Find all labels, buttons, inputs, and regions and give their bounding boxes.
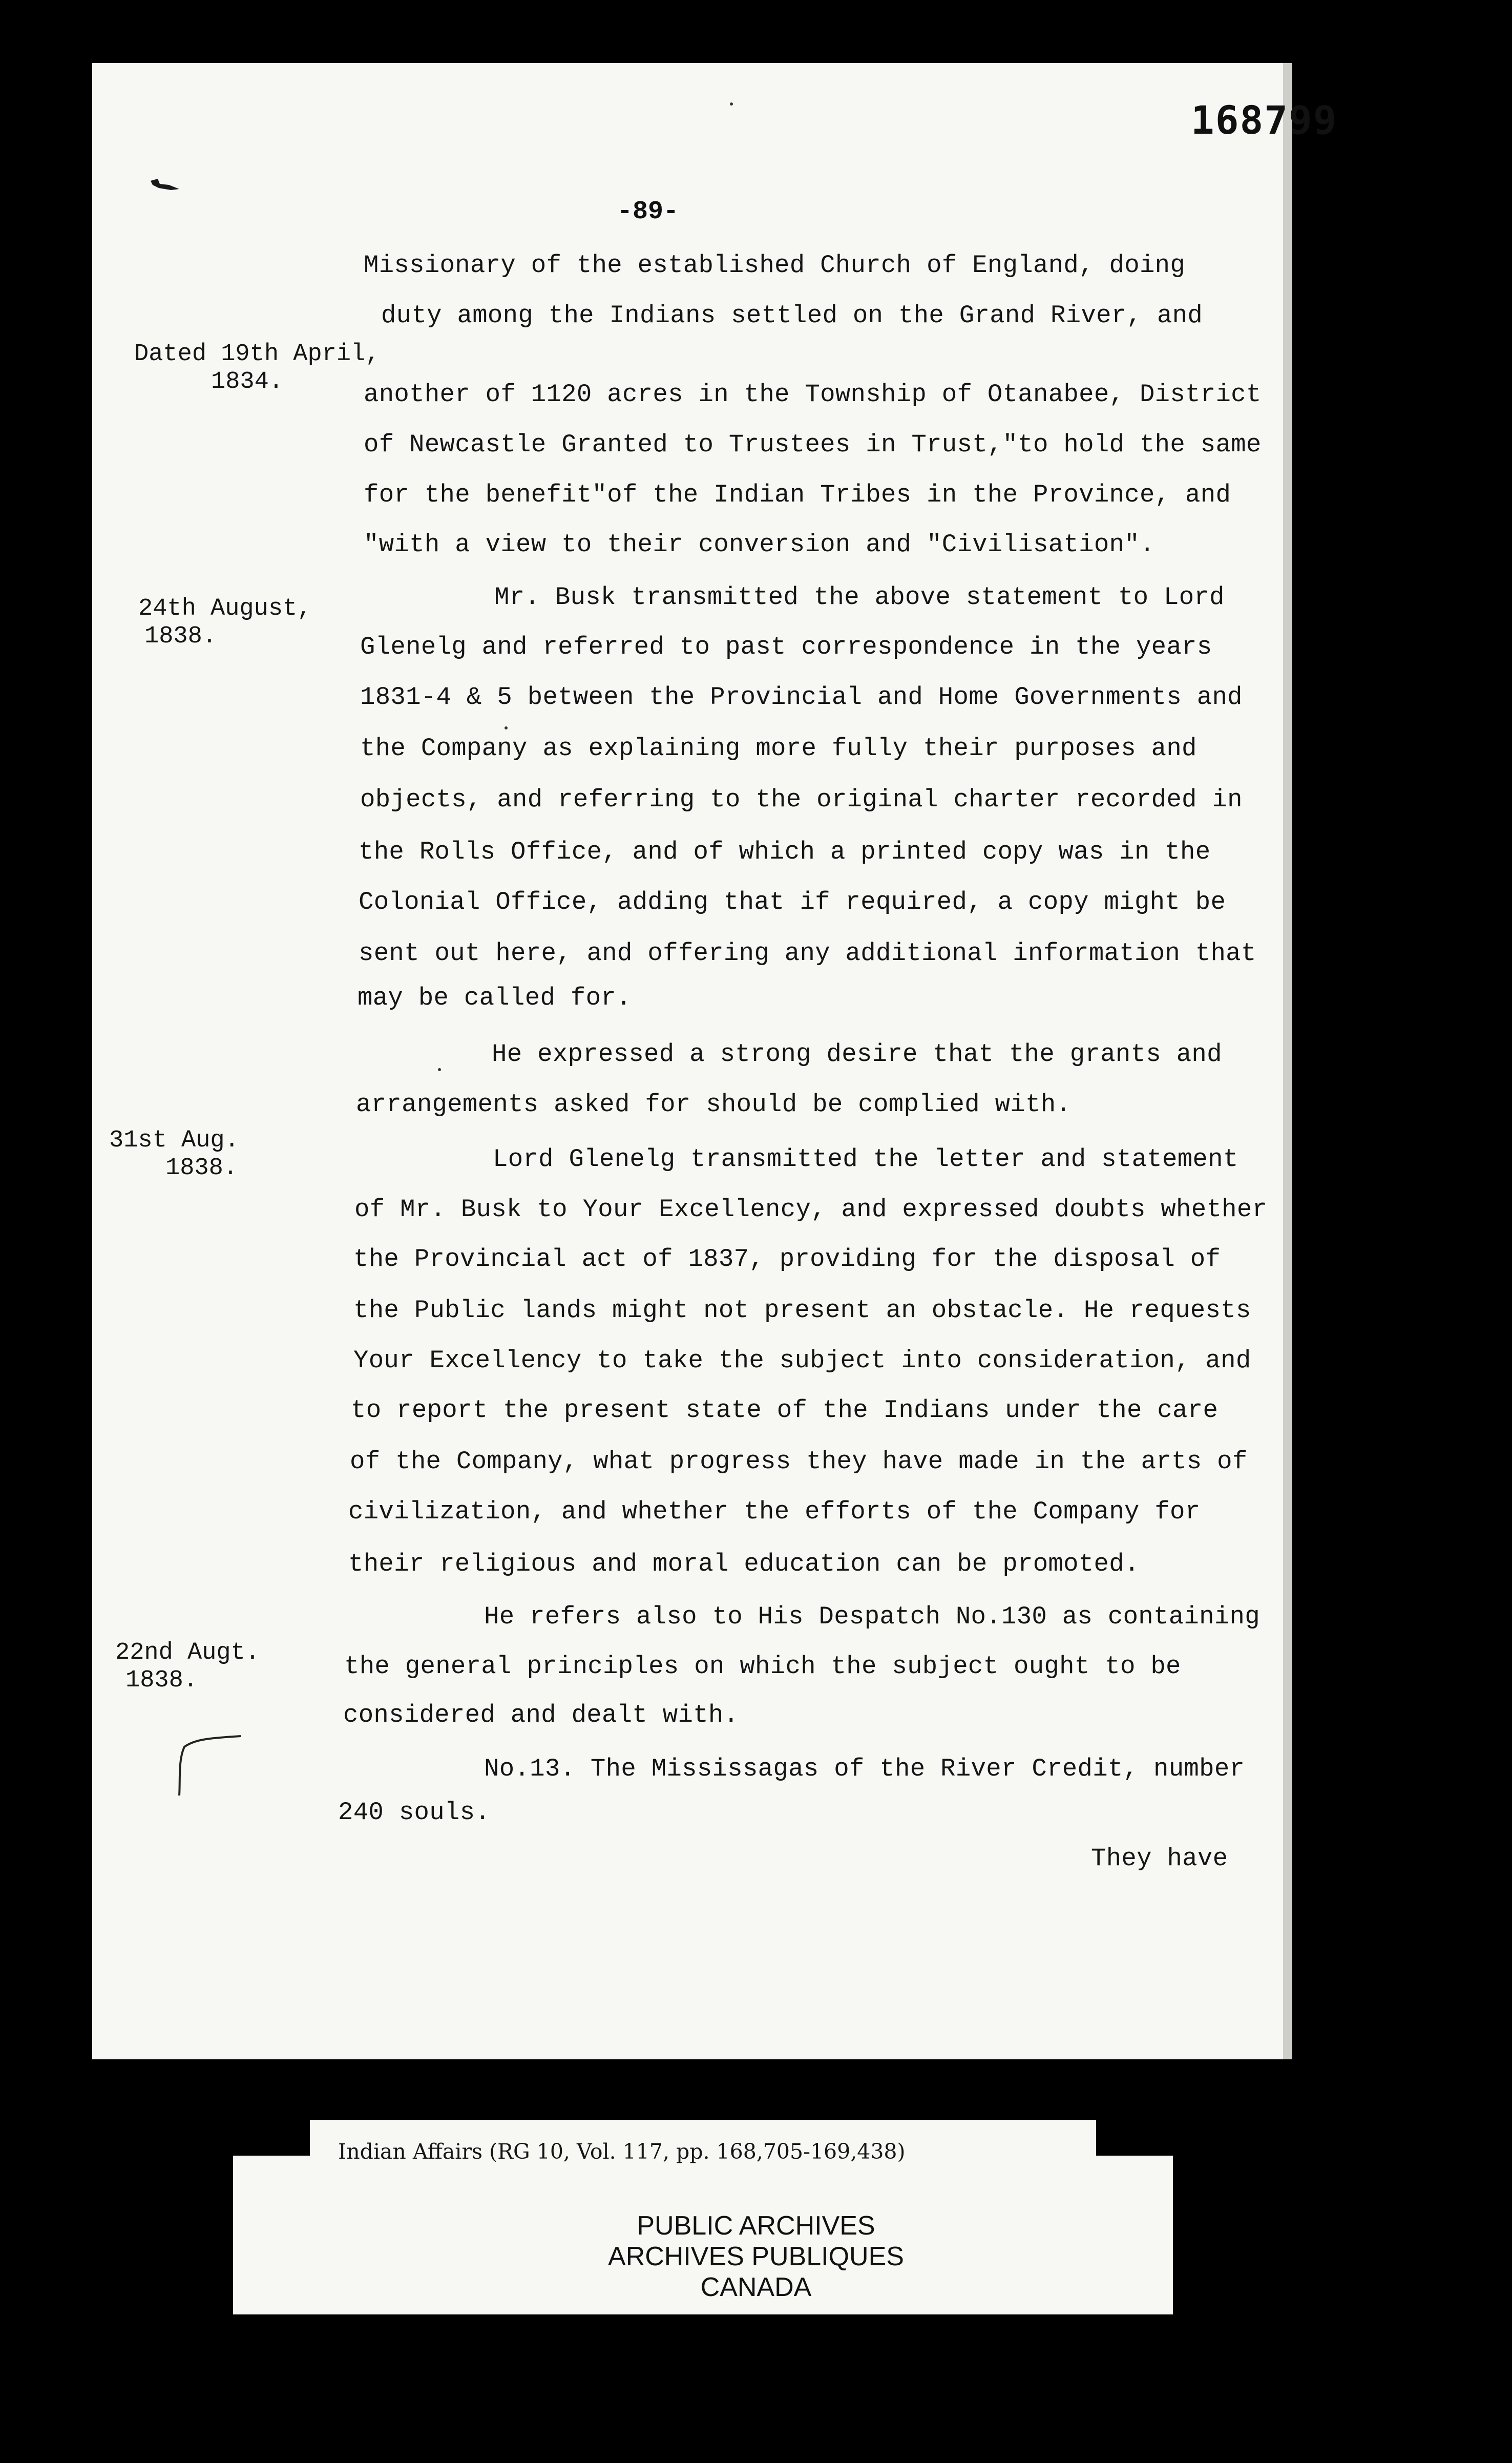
margin-note-line: 1834.: [211, 368, 284, 395]
body-line: their religious and moral education can be promoted.: [348, 1550, 1140, 1578]
body-line: arrangements asked for should be complied with.: [356, 1090, 1072, 1119]
margin-note-line: Dated 19th April,: [134, 341, 380, 368]
margin-note-line: 1838.: [144, 623, 217, 650]
body-line: for the benefit"of the Indian Tribes in the Province, and: [364, 481, 1231, 509]
body-line: Glenelg and referred to past correspondence in the years: [360, 633, 1212, 661]
ink-mark: [149, 177, 181, 194]
body-line: the Public lands might not present an obstacle. He requests: [353, 1296, 1251, 1325]
archive-name-en: PUBLIC ARCHIVES: [637, 2211, 875, 2241]
body-line: another of 1120 acres in the Township of Otanabee, District: [364, 380, 1262, 409]
body-line: Lord Glenelg transmitted the letter and statement: [493, 1145, 1238, 1174]
body-line: sent out here, and offering any additional information that: [359, 939, 1256, 968]
body-line: may be called for.: [358, 984, 632, 1012]
body-line: considered and dealt with.: [343, 1701, 739, 1729]
body-line: Missionary of the established Church of England, doing: [364, 251, 1186, 280]
page-number: -89-: [617, 197, 679, 226]
margin-note-line: 24th August,: [138, 595, 312, 622]
body-line: of Mr. Busk to Your Excellency, and expressed doubts whether: [354, 1195, 1268, 1224]
label-notch: [1096, 2120, 1173, 2156]
body-line: duty among the Indians settled on the Grand River, and: [381, 301, 1203, 330]
body-line: to report the present state of the Indians under the care: [351, 1396, 1219, 1425]
margin-note-line: 1838.: [165, 1155, 238, 1182]
archive-name-fr: ARCHIVES PUBLIQUES: [608, 2242, 904, 2271]
speck: [730, 102, 733, 106]
label-notch: [233, 2120, 310, 2156]
margin-note: [134, 341, 380, 396]
margin-note: [138, 595, 311, 651]
margin-note-line: 22nd Augt.: [115, 1639, 260, 1666]
body-line: objects, and referring to the original charter recorded in: [360, 785, 1243, 814]
catchword: They have: [1091, 1844, 1228, 1873]
body-line: the Company as explaining more fully their purposes and: [360, 734, 1197, 763]
body-line: the Rolls Office, and of which a printed copy was in the: [359, 838, 1211, 866]
body-line: civilization, and whether the efforts of the Company for: [348, 1497, 1201, 1526]
pencil-mark: [164, 1724, 251, 1811]
speck: [505, 726, 508, 729]
margin-note: [115, 1639, 260, 1695]
body-line: He refers also to His Despatch No.130 as containing: [484, 1602, 1260, 1631]
body-line: Colonial Office, adding that if required, a copy might be: [359, 888, 1226, 916]
margin-note-line: 1838.: [125, 1667, 198, 1694]
body-line: 1831-4 & 5 between the Provincial and Home Governments and: [360, 683, 1243, 712]
body-line: "with a view to their conversion and "Civilisation".: [364, 530, 1155, 559]
body-line: of the Company, what progress they have made in the arts of: [350, 1447, 1248, 1476]
body-line: Your Excellency to take the subject into consideration, and: [353, 1346, 1251, 1375]
archive-reference: Indian Affairs (RG 10, Vol. 117, pp. 168,705-169,438): [338, 2139, 906, 2164]
body-line: 240 souls.: [338, 1798, 491, 1827]
body-line: the Provincial act of 1837, providing for the disposal of: [353, 1245, 1221, 1274]
body-line: No.13. The Mississagas of the River Credit, number: [484, 1755, 1245, 1783]
body-line: the general principles on which the subject ought to be: [344, 1652, 1181, 1681]
body-line: He expressed a strong desire that the grants and: [492, 1040, 1222, 1069]
body-line: of Newcastle Granted to Trustees in Trust,"to hold the same: [364, 430, 1262, 459]
speck: [438, 1068, 441, 1071]
archive-country: CANADA: [700, 2272, 812, 2302]
stamp-number: 168799: [1191, 97, 1338, 143]
margin-note: [109, 1127, 239, 1182]
margin-note-line: 31st Aug.: [109, 1127, 239, 1154]
body-line: Mr. Busk transmitted the above statement to Lord: [494, 583, 1225, 612]
